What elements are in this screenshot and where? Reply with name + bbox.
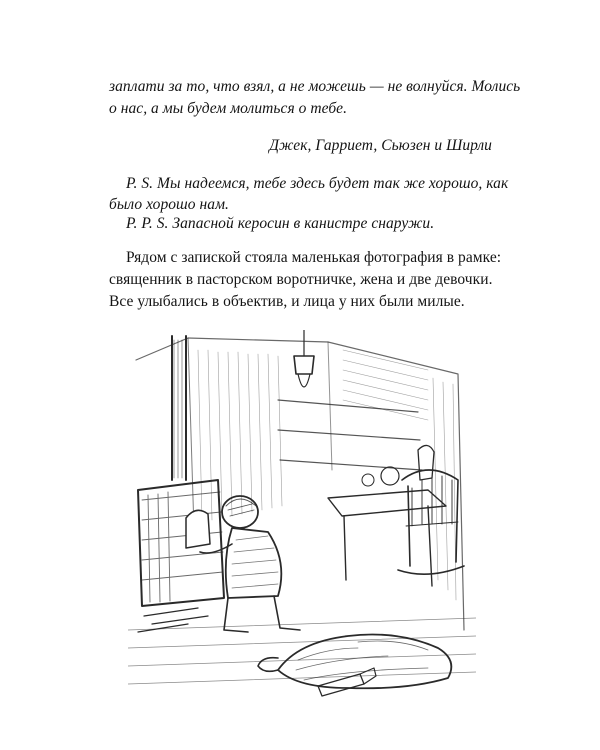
- pencil-illustration: [128, 330, 476, 702]
- letter-signature: Джек, Гарриет, Сьюзен и Ширли: [269, 137, 492, 154]
- postscript-line-2: было хорошо нам.: [109, 196, 229, 213]
- letter-line-1: заплати за то, что взял, а не можешь — не волнуйся. Молись: [109, 78, 521, 95]
- cabin-interior-drawing: [128, 330, 476, 702]
- narrative-line-3: Все улыбались в объектив, и лица у них были милые.: [109, 293, 465, 310]
- narrative-line-1: Рядом с запиской стояла маленькая фотография в рамке:: [126, 249, 502, 266]
- letter-line-2: о нас, а мы будем молиться о тебе.: [109, 100, 348, 117]
- post-postscript-line: P. P. S. Запасной керосин в канистре снаружи.: [126, 215, 435, 232]
- narrative-line-2: священник в пасторском воротничке, жена и две девочки.: [109, 271, 493, 288]
- postscript-line-1: P. S. Мы надеемся, тебе здесь будет так же хорошо, как: [126, 175, 509, 192]
